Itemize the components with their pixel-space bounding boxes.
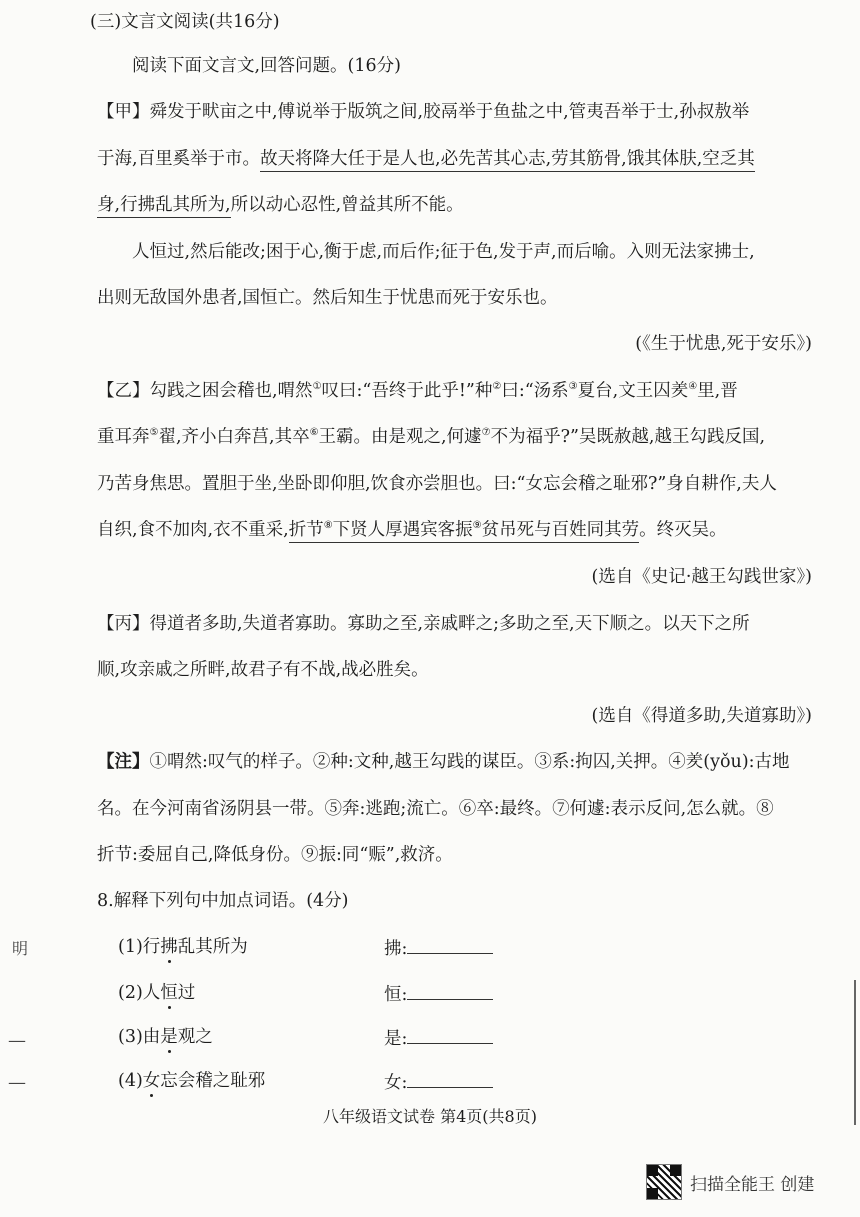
answer-blank[interactable] bbox=[407, 935, 493, 954]
footnote-ref: ⑥ bbox=[309, 427, 319, 439]
footnote-ref: ⑧ bbox=[323, 520, 333, 532]
passage-b-line-2: 重耳奔⑤翟,齐小白奔莒,其卒⑥王霸。由是观之,何遽⑦不为福乎?”吴既赦越,越王勾践反国, bbox=[97, 427, 766, 447]
margin-char: 明 bbox=[12, 939, 29, 958]
watermark-text: 扫描全能王 创建 bbox=[690, 1174, 815, 1195]
passage-b-marker: 【乙】 bbox=[97, 381, 150, 401]
qr-code-icon bbox=[646, 1164, 682, 1200]
answer-field-1[interactable]: 拂: bbox=[384, 935, 493, 961]
page-footer: 八年级语文试卷 第4页(共8页) bbox=[323, 1107, 537, 1126]
answer-field-2[interactable]: 恒: bbox=[384, 981, 493, 1007]
passage-a-line-4: 人恒过,然后能改;困于心,衡于虑,而后作;征于色,发于声,而后喻。入则无法家拂士, bbox=[132, 242, 755, 262]
answer-field-4[interactable]: 女: bbox=[384, 1069, 493, 1095]
passage-c-line-2: 顺,攻亲戚之所畔,故君子有不战,战必胜矣。 bbox=[97, 660, 429, 680]
passage-b-source: (选自《史记·越王勾践世家》) bbox=[591, 567, 812, 587]
underlined-sentence: 故天将降大任于是人也,必先苦其心志,劳其筋骨,饿其体肤,空乏其 bbox=[260, 149, 755, 172]
question-stem: 8.解释下列句中加点词语。(4分) bbox=[97, 891, 349, 911]
underlined-sentence: 折节⑧下贤人厚遇宾客振⑨贫吊死与百姓同其劳 bbox=[289, 520, 639, 543]
margin-dash: — bbox=[8, 1030, 26, 1051]
passage-b-line-3: 乃苦身焦思。置胆于坐,坐卧即仰胆,饮食亦尝胆也。曰:“女忘会稽之耻邪?”身自耕作,夫人 bbox=[97, 474, 777, 494]
question-item-2: (2)人恒过 bbox=[118, 983, 196, 1003]
passage-a-source: (《生于忧患,死于安乐》) bbox=[635, 334, 812, 354]
passage-a-line-1: 【甲】舜发于畎亩之中,傅说举于版筑之间,胶鬲举于鱼盐之中,管夷吾举于士,孙叔敖举 bbox=[97, 102, 750, 122]
passage-c-marker: 【丙】 bbox=[97, 614, 150, 634]
answer-blank[interactable] bbox=[407, 1069, 493, 1088]
answer-blank[interactable] bbox=[407, 1025, 493, 1044]
passage-a-line-5: 出则无敌国外患者,国恒亡。然后知生于忧患而死于安乐也。 bbox=[97, 288, 558, 308]
passage-c-line-1: 【丙】得道者多助,失道者寡助。寡助之至,亲戚畔之;多助之至,天下顺之。以天下之所 bbox=[97, 614, 750, 634]
section-title: (三)文言文阅读(共16分) bbox=[90, 12, 280, 32]
passage-a-line-3: 身,行拂乱其所为,所以动心忍性,曾益其所不能。 bbox=[97, 193, 464, 217]
notes-label: 【注】 bbox=[97, 752, 150, 772]
notes-line-1: 【注】①喟然:叹气的样子。②种:文种,越王勾践的谋臣。③系:拘囚,关押。④羑(yǒu):古地 bbox=[97, 752, 790, 772]
footnote-ref: ⑨ bbox=[472, 520, 482, 532]
dotted-word: 恒 bbox=[160, 983, 178, 1003]
question-item-1: (1)行拂乱其所为 bbox=[118, 937, 248, 957]
footnote-ref: ① bbox=[312, 381, 322, 393]
question-item-4: (4)女忘会稽之耻邪 bbox=[118, 1071, 266, 1091]
passage-b-line-4: 自织,食不加肉,衣不重采,折节⑧下贤人厚遇宾客振⑨贫吊死与百姓同其劳。终灭吴。 bbox=[97, 518, 727, 542]
footnote-ref: ③ bbox=[568, 381, 578, 393]
passage-b-line-1: 【乙】勾践之困会稽也,喟然①叹曰:“吾终于此乎!”种②曰:“汤系③夏台,文王囚羑④里,晋 bbox=[97, 381, 738, 401]
footnote-ref: ② bbox=[492, 381, 502, 393]
dotted-word: 是 bbox=[160, 1027, 178, 1047]
answer-blank[interactable] bbox=[407, 981, 493, 1000]
instruction: 阅读下面文言文,回答问题。(16分) bbox=[132, 56, 401, 76]
dotted-word: 女 bbox=[142, 1071, 161, 1091]
passage-c-source: (选自《得道多助,失道寡助》) bbox=[591, 706, 812, 726]
margin-dash: — bbox=[8, 1072, 26, 1093]
notes-line-3: 折节:委屈自己,降低身份。⑨振:同“赈”,救济。 bbox=[97, 845, 453, 865]
question-item-3: (3)由是观之 bbox=[118, 1027, 213, 1047]
dotted-word: 拂 bbox=[160, 937, 178, 957]
notes-line-2: 名。在今河南省汤阴县一带。⑤奔:逃跑;流亡。⑥卒:最终。⑦何遽:表示反问,怎么就。⑧ bbox=[97, 799, 774, 819]
footnote-ref: ⑤ bbox=[149, 427, 159, 439]
underlined-sentence: 身,行拂乱其所为, bbox=[97, 195, 231, 218]
answer-field-3[interactable]: 是: bbox=[384, 1025, 493, 1051]
footnote-ref: ⑦ bbox=[481, 427, 491, 439]
footnote-ref: ④ bbox=[688, 381, 698, 393]
scanner-watermark bbox=[646, 1164, 814, 1200]
passage-a-line-2: 于海,百里奚举于市。故天将降大任于是人也,必先苦其心志,劳其筋骨,饿其体肤,空乏其 bbox=[97, 147, 755, 171]
passage-a-marker: 【甲】 bbox=[97, 102, 150, 122]
